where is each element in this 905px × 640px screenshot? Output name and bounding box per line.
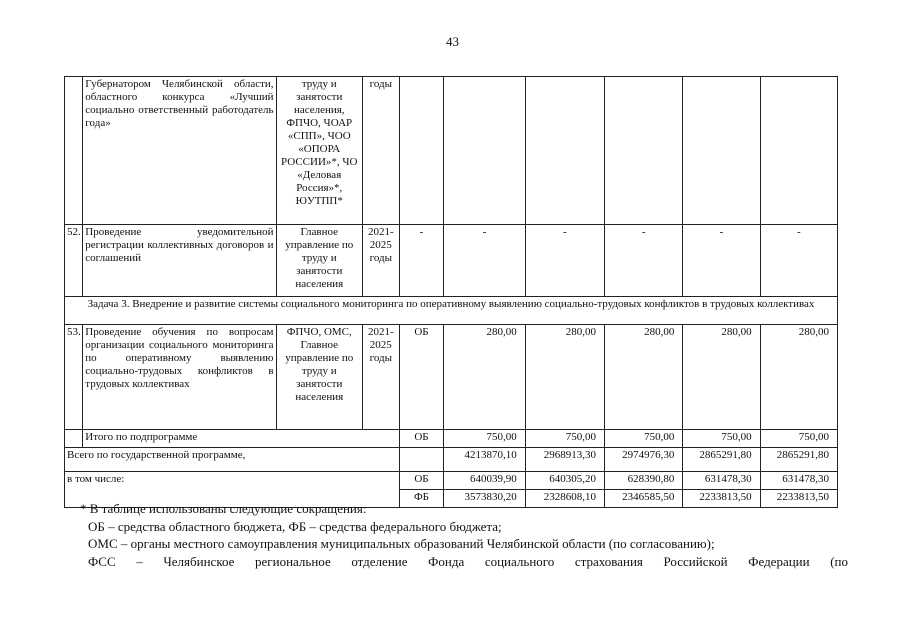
- table-row-53: [65, 325, 838, 430]
- executors-cell: Главное управление по труду и занятости населения: [276, 225, 362, 297]
- term-cell: 2021-2025 годы: [362, 225, 399, 297]
- empty-cell: [399, 448, 444, 472]
- footnotes: [80, 500, 848, 570]
- value-cell: 280,00: [683, 325, 760, 430]
- value-cell: 750,00: [683, 430, 760, 448]
- empty-cell: [65, 430, 83, 448]
- term-cell: 2021-2025 годы: [362, 325, 399, 430]
- value-cell: 631478,30: [683, 472, 760, 490]
- funding-source-cell: ФБ: [399, 490, 444, 508]
- executors-cell: труду и занятости населения, ФПЧО, ЧОАР «СПП», ЧОО «ОПОРА РОССИИ»*, ЧО «Деловая Россия»*, ЮУТПП*: [276, 77, 362, 225]
- table-row-51-continued: [65, 77, 838, 225]
- value-cell: 2968913,30: [525, 448, 604, 472]
- total-row: [65, 448, 838, 472]
- value-cell: 280,00: [444, 325, 525, 430]
- footnote-line: ОМС – органы местного самоуправления муниципальных образований Челябинской области (по согласованию);: [88, 536, 715, 551]
- value-cell: 750,00: [605, 430, 683, 448]
- value-cell: [444, 77, 525, 225]
- value-cell: 280,00: [525, 325, 604, 430]
- value-cell: [683, 77, 760, 225]
- value-cell: 2865291,80: [683, 448, 760, 472]
- including-ob-row: [65, 472, 838, 490]
- activity-description: Губернатором Челябинской области, областного конкурса «Лучший социально ответственный работодатель года»: [83, 77, 276, 225]
- value-cell: 640305,20: [525, 472, 604, 490]
- value-cell: -: [444, 225, 525, 297]
- funding-source-cell: -: [399, 225, 444, 297]
- value-cell: 2346585,50: [605, 490, 683, 508]
- value-cell: 750,00: [525, 430, 604, 448]
- value-cell: 2865291,80: [760, 448, 837, 472]
- footnote-line: ОБ – средства областного бюджета, ФБ – средства федерального бюджета;: [88, 518, 502, 534]
- including-label: в том числе:: [65, 472, 400, 508]
- value-cell: 640039,90: [444, 472, 525, 490]
- value-cell: 4213870,10: [444, 448, 525, 472]
- executors-cell: ФПЧО, ОМС, Главное управление по труду и занятости населения: [276, 325, 362, 430]
- value-cell: [525, 77, 604, 225]
- row-number: [65, 77, 83, 225]
- value-cell: 2233813,50: [683, 490, 760, 508]
- activity-description: Проведение уведомительной регистрации коллективных договоров и соглашений: [83, 225, 276, 297]
- footnote-line: ФСС – Челябинское региональное отделение Фонда социального страхования Российской Федерации (по: [88, 553, 848, 569]
- value-cell: 631478,30: [760, 472, 837, 490]
- table-row-52: [65, 225, 838, 297]
- subtotal-label: Итого по подпрограмме: [83, 430, 399, 448]
- footnote-line: * В таблице использованы следующие сокращения:: [80, 501, 367, 516]
- value-cell: 2328608,10: [525, 490, 604, 508]
- value-cell: 3573830,20: [444, 490, 525, 508]
- value-cell: -: [683, 225, 760, 297]
- task-heading: Задача 3. Внедрение и развитие системы социального мониторинга по оперативному выявлению социально-трудовых конфликтов в трудовых коллективах: [65, 297, 838, 325]
- activity-description: Проведение обучения по вопросам организации социального мониторинга по оперативному выявлению социально-трудовых конфликтов в трудовых коллективах: [83, 325, 276, 430]
- value-cell: 280,00: [605, 325, 683, 430]
- value-cell: -: [525, 225, 604, 297]
- row-number: 53.: [65, 325, 83, 430]
- total-label: Всего по государственной программе,: [65, 448, 400, 472]
- funding-source-cell: [399, 77, 444, 225]
- value-cell: 628390,80: [605, 472, 683, 490]
- value-cell: 280,00: [760, 325, 837, 430]
- program-table: [64, 76, 838, 508]
- value-cell: 2233813,50: [760, 490, 837, 508]
- value-cell: [760, 77, 837, 225]
- page-number: 43: [446, 34, 459, 49]
- funding-source-cell: ОБ: [399, 430, 444, 448]
- term-cell: годы: [362, 77, 399, 225]
- value-cell: 2974976,30: [605, 448, 683, 472]
- row-number: 52.: [65, 225, 83, 297]
- value-cell: 750,00: [760, 430, 837, 448]
- funding-source-cell: ОБ: [399, 472, 444, 490]
- subtotal-row: [65, 430, 838, 448]
- task-heading-row: [65, 297, 838, 325]
- value-cell: [605, 77, 683, 225]
- value-cell: -: [760, 225, 837, 297]
- value-cell: -: [605, 225, 683, 297]
- funding-source-cell: ОБ: [399, 325, 444, 430]
- value-cell: 750,00: [444, 430, 525, 448]
